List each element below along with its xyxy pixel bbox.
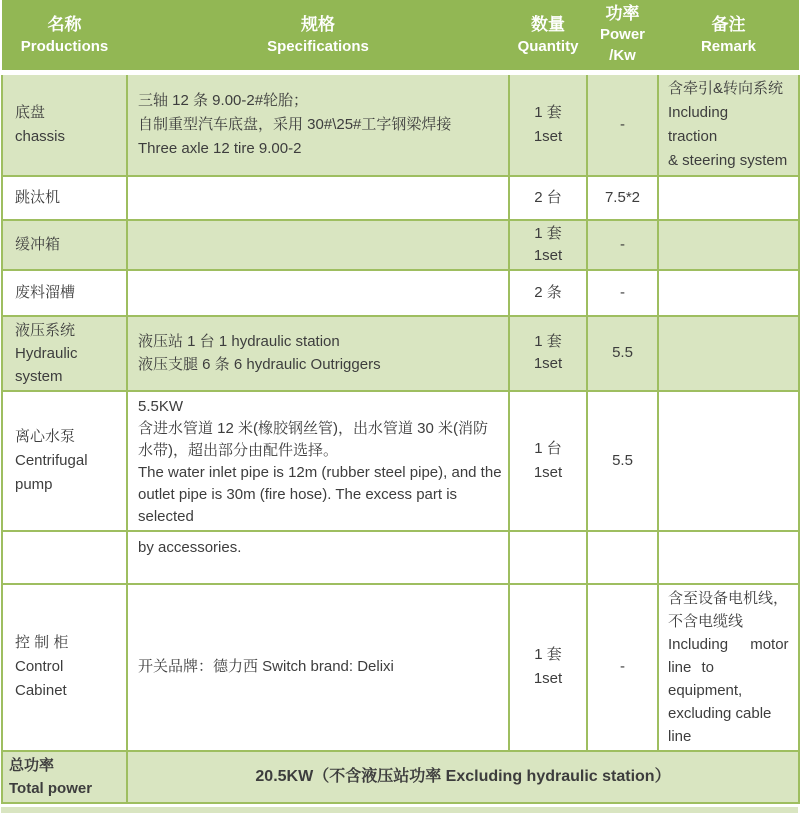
text-line: 底盘 xyxy=(15,103,46,121)
cell-quantity xyxy=(509,531,587,584)
text-line: 开关品牌：德力西 Switch brand: Delixi xyxy=(138,658,394,675)
cell-power xyxy=(587,270,658,316)
text-line: chassis xyxy=(15,127,66,145)
cell-product-name xyxy=(2,220,127,270)
text-line: - xyxy=(620,283,625,301)
text-line: 1set xyxy=(533,246,563,264)
cell-power xyxy=(587,584,658,751)
header-remark-en: Remark xyxy=(700,37,757,55)
text-line: Hydraulic system xyxy=(15,344,78,385)
header-specifications-en: Specifications xyxy=(267,37,369,55)
header-power xyxy=(587,0,658,72)
cell-power xyxy=(587,391,658,531)
cell-total-power-value xyxy=(127,751,799,803)
text-line: 1set xyxy=(533,670,563,687)
cell-power xyxy=(587,220,658,270)
table-row-continuation xyxy=(2,531,799,584)
text-line: - xyxy=(620,115,625,133)
text-line: 5.5 xyxy=(612,344,633,361)
cell-remark xyxy=(658,316,799,391)
text-line: 1 套 xyxy=(534,646,562,663)
text-line: by accessories. xyxy=(138,538,242,556)
text-line: 5.5KW xyxy=(138,397,184,415)
cell-quantity xyxy=(509,584,587,751)
text-line: 含进水管道 12 米(橡胶钢丝管)，出水管道 30 米(消防 xyxy=(138,419,489,437)
text-line: Including traction xyxy=(668,103,729,145)
cell-specification xyxy=(127,176,509,220)
text-line: 含牵引&转向系统 xyxy=(668,79,784,97)
cell-specification xyxy=(127,270,509,316)
text-line: 1set xyxy=(533,355,563,372)
cell-quantity xyxy=(509,270,587,316)
cell-quantity xyxy=(509,316,587,391)
text-line: 7.5*2 xyxy=(604,188,641,206)
header-quantity-en: Quantity xyxy=(517,37,579,55)
cell-product-name xyxy=(2,391,127,531)
text-line: 控 制 柜 Control xyxy=(15,634,69,675)
cell-specification xyxy=(127,316,509,391)
table-row-waste-chute xyxy=(2,270,799,316)
header-remark xyxy=(658,0,799,72)
text-line: Three axle 12 tire 9.00-2 xyxy=(138,139,302,157)
header-power-en: Power xyxy=(599,26,645,44)
text-line: 1 套 xyxy=(534,103,562,121)
table-row-hydraulic-system xyxy=(2,316,799,391)
header-power-zh: 功率 xyxy=(605,4,640,24)
text-line: 1set xyxy=(533,463,563,481)
text-line: 自制重型汽车底盘，采用 30#\25#工字钢梁焊接 xyxy=(138,115,452,133)
cell-specification xyxy=(127,220,509,270)
header-quantity xyxy=(509,0,587,72)
text-line: 缓冲箱 xyxy=(15,235,61,253)
text-line: 1 套 xyxy=(534,224,562,242)
text-line: Total power xyxy=(9,779,93,797)
cell-product-name xyxy=(2,316,127,391)
text-line: 离心水泵 xyxy=(15,427,76,445)
text-line: 2 条 xyxy=(534,283,562,301)
text-line: outlet pipe is 30m (fire hose). The excess part is selected xyxy=(138,485,458,525)
cell-remark xyxy=(658,391,799,531)
header-row xyxy=(2,0,799,72)
cell-product-name xyxy=(2,531,127,584)
text-line: Including motor xyxy=(668,635,789,653)
table-body xyxy=(2,72,799,803)
text-line: 液压站 1 台 1 hydraulic station xyxy=(138,333,340,350)
header-quantity-zh: 数量 xyxy=(531,14,565,34)
header-remark-zh: 备注 xyxy=(711,14,746,34)
header-power-unit: /Kw xyxy=(609,47,636,65)
cell-product-name xyxy=(2,176,127,220)
table-header xyxy=(2,0,799,72)
header-productions-en: Productions xyxy=(20,37,109,55)
table-row-total-power xyxy=(2,751,799,803)
cell-remark xyxy=(658,270,799,316)
cell-remark xyxy=(658,584,799,751)
cell-power xyxy=(587,316,658,391)
text-line: 2 台 xyxy=(534,188,562,206)
text-line: Centrifugal xyxy=(15,451,88,469)
text-line: 跳汰机 xyxy=(15,188,61,206)
cell-specification xyxy=(127,584,509,751)
text-line: 废料溜槽 xyxy=(15,283,76,301)
cell-product-name xyxy=(2,270,127,316)
table-row-centrifugal-pump xyxy=(2,391,799,531)
cell-quantity xyxy=(509,220,587,270)
product-spec-table xyxy=(1,0,800,804)
text-line: 20.5KW（不含液压站功率 Excluding hydraulic station） xyxy=(255,767,671,785)
cell-quantity xyxy=(509,391,587,531)
text-line: 不含电缆线 xyxy=(668,612,744,630)
cell-specification xyxy=(127,72,509,176)
table-row-jig xyxy=(2,176,799,220)
text-line: 水带)，超出部分由配件选择。 xyxy=(138,441,338,459)
cell-power xyxy=(587,176,658,220)
text-line: pump xyxy=(15,475,53,493)
header-productions-zh: 名称 xyxy=(47,14,82,34)
table-row-chassis xyxy=(2,72,799,176)
cell-power xyxy=(587,72,658,176)
cell-power xyxy=(587,531,658,584)
cell-remark xyxy=(658,220,799,270)
header-specifications-zh: 规格 xyxy=(301,14,335,34)
cell-quantity xyxy=(509,176,587,220)
text-line: The water inlet pipe is 12m (rubber steel pipe), and the xyxy=(138,463,502,481)
text-line: line to equipment, xyxy=(668,658,743,699)
text-line: 1 套 xyxy=(534,333,562,350)
text-line: 含至设备电机线， xyxy=(668,589,789,607)
table-row-buffer-box xyxy=(2,220,799,270)
text-line: - xyxy=(620,235,625,253)
text-line: - xyxy=(620,658,625,675)
header-productions xyxy=(2,0,127,72)
text-line: 液压系统 xyxy=(15,321,76,339)
cell-remark xyxy=(658,72,799,176)
cell-specification xyxy=(127,391,509,531)
text-line: 1 台 xyxy=(534,439,562,457)
text-line: 5.5 xyxy=(612,451,633,469)
text-line: & steering system xyxy=(668,151,788,169)
cell-quantity xyxy=(509,72,587,176)
text-line: 1set xyxy=(533,127,563,145)
text-line: excluding cable line xyxy=(668,704,772,745)
cell-remark xyxy=(658,531,799,584)
header-specifications xyxy=(127,0,509,72)
bottom-edge-strip xyxy=(1,807,798,813)
table-row-control-cabinet xyxy=(2,584,799,751)
text-line: 总功率 xyxy=(9,756,55,774)
cell-total-power-label xyxy=(2,751,127,803)
text-line: Cabinet xyxy=(15,682,67,699)
text-line: 三轴 12 条 9.00-2#轮胎； xyxy=(138,91,309,109)
cell-remark xyxy=(658,176,799,220)
cell-product-name xyxy=(2,584,127,751)
cell-specification xyxy=(127,531,509,584)
text-line: 液压支腿 6 条 6 hydraulic Outriggers xyxy=(138,356,381,373)
cell-product-name xyxy=(2,72,127,176)
